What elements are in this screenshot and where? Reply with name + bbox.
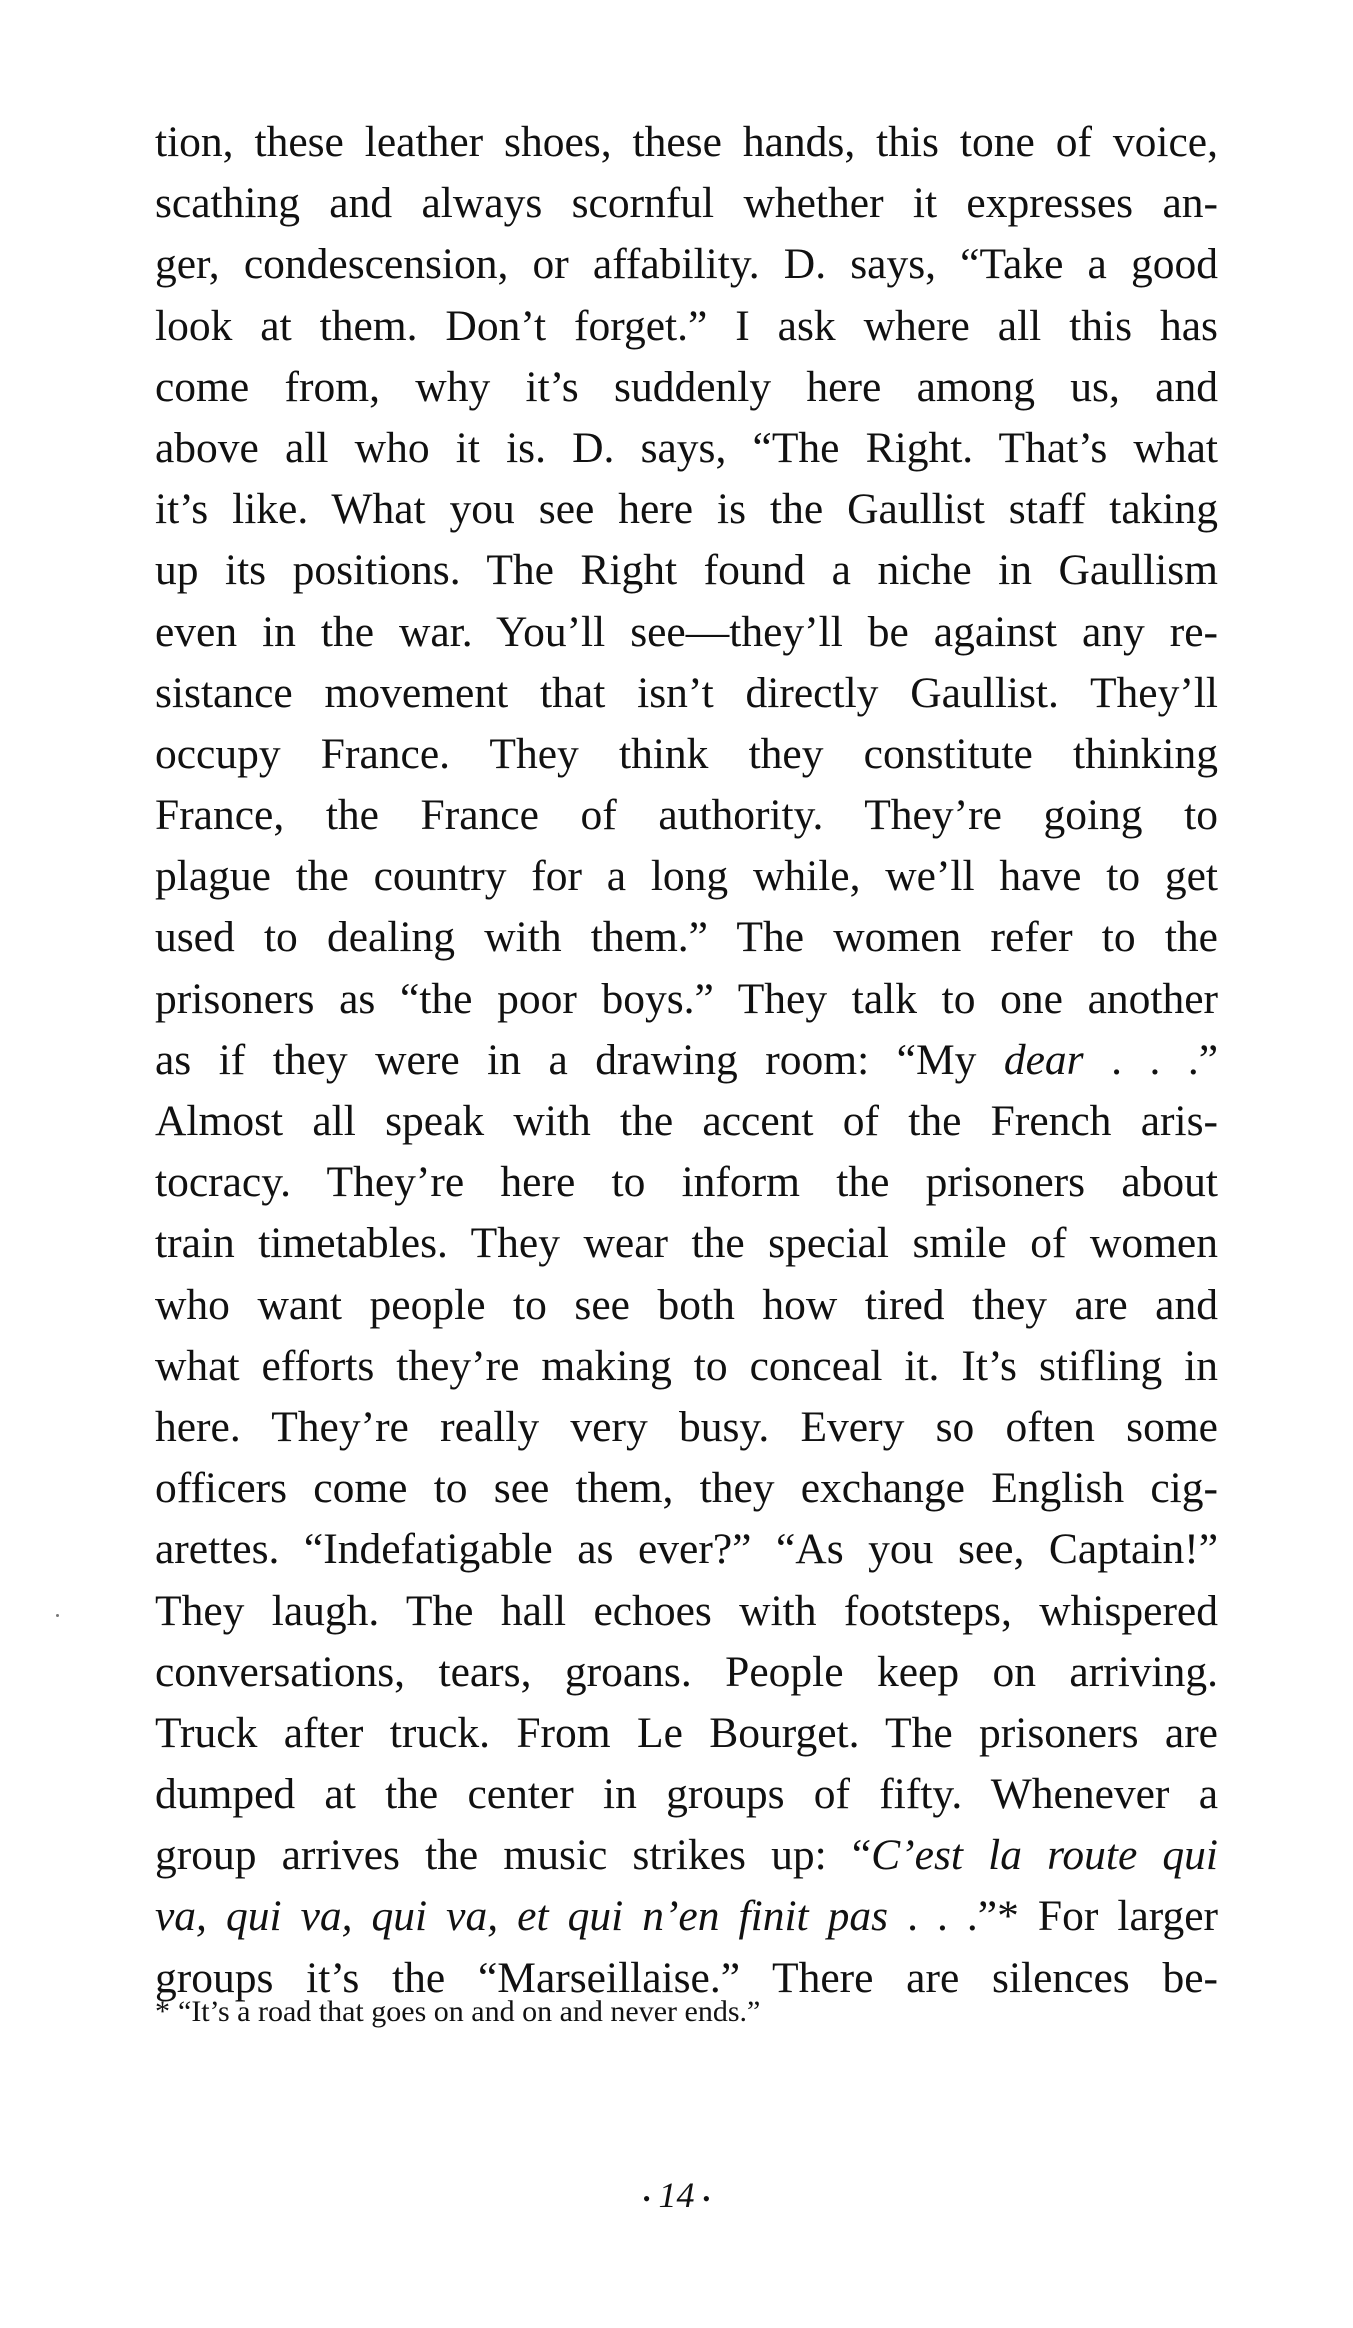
text-line: ger, condescension, or affability. D. says, “Take a good — [155, 240, 1218, 289]
text-line-with-italic — [155, 1030, 1218, 1091]
margin-speck — [56, 1614, 59, 1617]
text-line: up its positions. The Right found a niche in Gaullism — [155, 546, 1218, 595]
text-line: what efforts they’re making to conceal it. It’s stifling in — [155, 1341, 1218, 1390]
text-line: it’s like. What you see here is the Gaullist staff taking — [155, 485, 1218, 534]
text-line: used to dealing with them.” The women refer to the — [155, 913, 1218, 962]
folio-dot-right: • — [702, 2185, 711, 2211]
text-line: even in the war. You’ll see—they’ll be against any re- — [155, 607, 1218, 656]
italic-segment: va, qui va, qui va, et qui n’en finit pas — [155, 1892, 889, 1941]
footnote-marker: * — [155, 1995, 170, 2028]
text-line-with-italic — [155, 1886, 1218, 1947]
text-line: come from, why it’s suddenly here among us, and — [155, 362, 1218, 411]
text-line: tion, these leather shoes, these hands, this tone of voice, — [155, 118, 1218, 166]
text-line: prisoners as “the poor boys.” They talk to one another — [155, 974, 1218, 1023]
text-line: train timetables. They wear the special smile of women — [155, 1219, 1218, 1268]
footnote-text: “It’s a road that goes on and on and never ends.” — [178, 1995, 761, 2028]
folio-dot-left: • — [642, 2185, 651, 2211]
text-line: scathing and always scornful whether it expresses an- — [155, 179, 1218, 228]
text-line: who want people to see both how tired they are and — [155, 1280, 1218, 1329]
text-line: groups it’s the “Marseillaise.” There are silences be- — [155, 1953, 1218, 2002]
text-line: occupy France. They think they constitute thinking — [155, 729, 1218, 778]
text-line: above all who it is. D. says, “The Right. That’s what — [155, 423, 1218, 472]
text-segment: group arrives the music strikes up: “ — [155, 1831, 872, 1880]
text-line-with-italic — [155, 1825, 1218, 1886]
text-line: here. They’re really very busy. Every so often some — [155, 1402, 1218, 1451]
text-line: plague the country for a long while, we’ll have to get — [155, 852, 1218, 901]
text-segment: . . .” — [1083, 1035, 1218, 1084]
text-line: France, the France of authority. They’re going to — [155, 791, 1218, 840]
text-line: Almost all speak with the accent of the French aris- — [155, 1097, 1218, 1145]
text-line: officers come to see them, they exchange English cig- — [155, 1464, 1218, 1513]
text-line: They laugh. The hall echoes with footsteps, whispered — [155, 1586, 1218, 1635]
text-line: dumped at the center in groups of fifty. Whenever a — [155, 1770, 1218, 1819]
page-number — [0, 2170, 1353, 2224]
text-line: tocracy. They’re here to inform the prisoners about — [155, 1158, 1218, 1207]
italic-segment: C’est la route qui — [871, 1831, 1219, 1880]
page-number-value: 14 — [658, 2175, 695, 2215]
footnote — [155, 1990, 1055, 2034]
text-line: Truck after truck. From Le Bourget. The prisoners are — [155, 1708, 1218, 1757]
text-line: sistance movement that isn’t directly Gaullist. They’ll — [155, 668, 1218, 717]
text-line: conversations, tears, groans. People keep on arriving. — [155, 1647, 1218, 1696]
italic-segment: dear — [1003, 1035, 1084, 1084]
text-segment: as if they were in a drawing room: “My — [155, 1035, 1004, 1084]
text-segment: . . .”* For larger — [888, 1892, 1218, 1941]
text-line: look at them. Don’t forget.” I ask where all this has — [155, 301, 1218, 350]
body-text — [155, 112, 1218, 2009]
text-line: arettes. “Indefatigable as ever?” “As you see, Captain!” — [155, 1525, 1218, 1574]
